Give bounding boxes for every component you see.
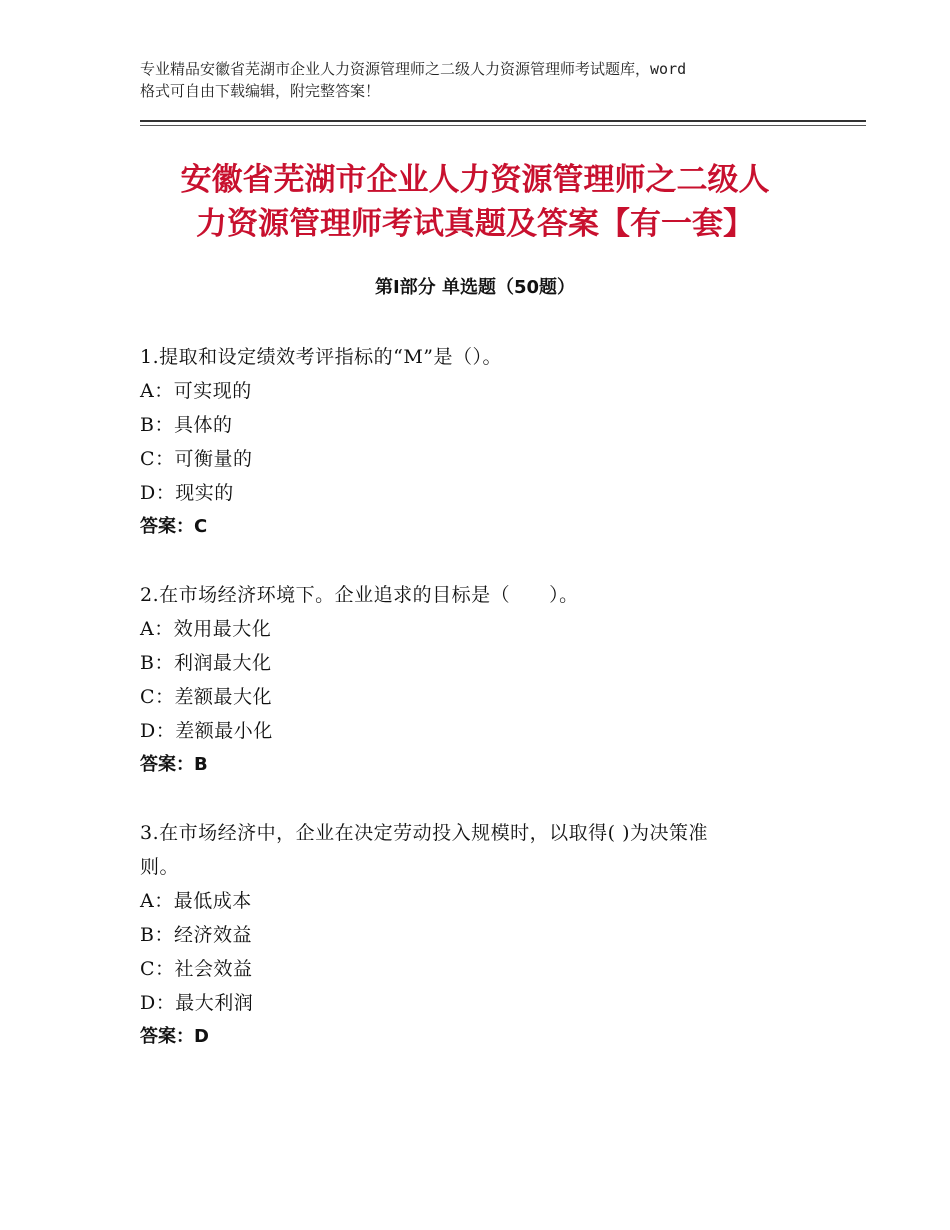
answer-label: 答案：D <box>140 1026 209 1047</box>
section-heading: 第Ⅰ部分 单选题（50题） <box>374 277 575 298</box>
option-d: D：现实的 <box>140 482 234 504</box>
answer-label: 答案：B <box>140 754 208 775</box>
option-b: B：利润最大化 <box>140 652 272 674</box>
question-1 <box>140 340 840 544</box>
option-c: C：差额最大化 <box>140 686 273 708</box>
question-stem: 3.在市场经济中，企业在决定劳动投入规模时，以取得( )为决策准 <box>140 822 708 844</box>
option-d: D：最大利润 <box>140 992 254 1014</box>
header-note-line-2: 格式可自由下载编辑，附完整答案！ <box>140 82 381 100</box>
question-stem: 1.提取和设定绩效考评指标的“M”是（）。 <box>140 346 503 368</box>
option-b: B：具体的 <box>140 414 233 436</box>
header-rule-thin <box>140 125 866 126</box>
option-b: B：经济效益 <box>140 924 252 946</box>
question-3 <box>140 816 840 1054</box>
question-stem: 2.在市场经济环境下。企业追求的目标是（ ）。 <box>140 584 579 606</box>
header-note-line-1: 专业精品安徽省芜湖市企业人力资源管理师之二级人力资源管理师考试题库，word <box>140 60 687 78</box>
option-a: A：可实现的 <box>140 380 252 402</box>
document-title-line-2: 力资源管理师考试真题及答案【有一套】 <box>196 206 754 242</box>
header-note <box>140 58 840 102</box>
option-a: A：最低成本 <box>140 890 252 912</box>
question-2 <box>140 578 840 782</box>
option-d: D：差额最小化 <box>140 720 273 742</box>
option-c: C：社会效益 <box>140 958 253 980</box>
question-stem-continued: 则。 <box>140 856 180 878</box>
document-title <box>100 158 850 246</box>
option-c: C：可衡量的 <box>140 448 253 470</box>
header-rule-thick <box>140 120 866 122</box>
option-a: A：效用最大化 <box>140 618 272 640</box>
answer-label: 答案：C <box>140 516 208 537</box>
document-title-line-1: 安徽省芜湖市企业人力资源管理师之二级人 <box>180 162 770 198</box>
question-list <box>140 340 840 1088</box>
